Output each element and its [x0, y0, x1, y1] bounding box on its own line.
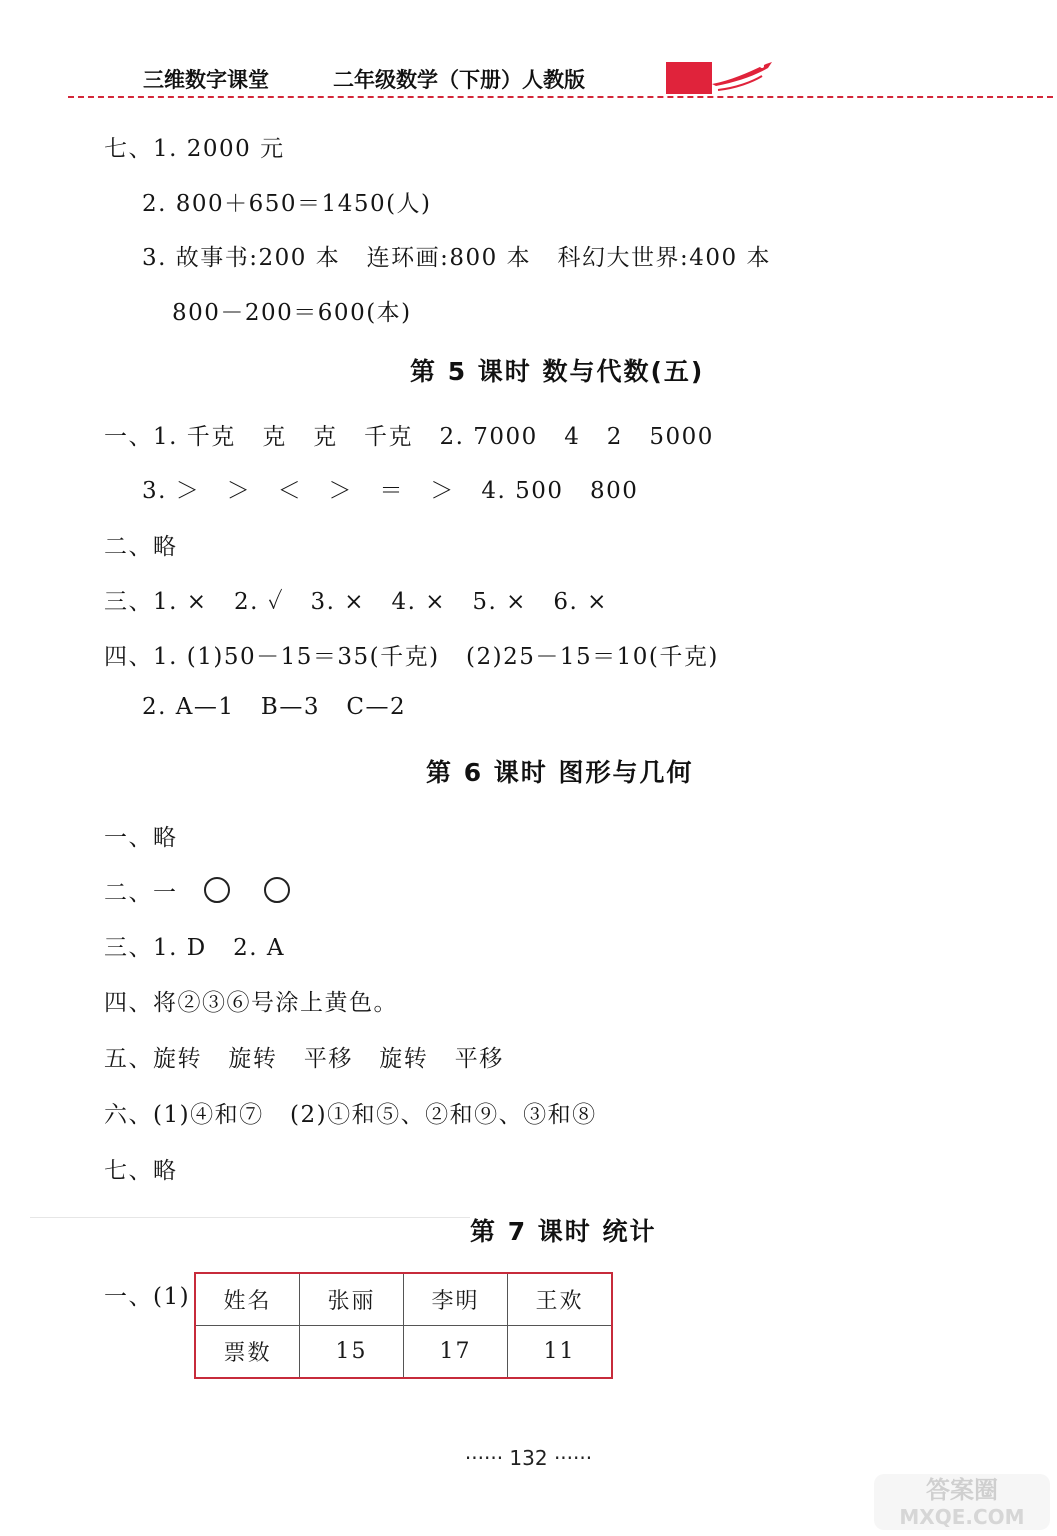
table-header-cell: 张丽 — [300, 1273, 404, 1326]
divider — [30, 1217, 470, 1218]
answer-line: 一、(1) — [104, 1284, 191, 1310]
answer-line: 四、1. (1)50－15＝35(千克) (2)25－15＝10(千克) — [104, 644, 719, 670]
watermark-logo-icon — [872, 1470, 1052, 1534]
answer-line: 三、1. × 2. ✓ 3. × 4. × 5. × 6. × — [104, 589, 608, 615]
answer-line: 800－200＝600(本) — [172, 300, 412, 326]
section-title-lesson-5: 第 5 课时 数与代数(五) — [410, 357, 705, 386]
answer-line: 七、略 — [104, 1158, 178, 1184]
answer-line: 一、1. 千克 克 克 千克 2. 7000 4 2 5000 — [104, 424, 714, 450]
header-divider — [68, 96, 1053, 98]
answer-text: 二、一 — [104, 880, 178, 906]
header-series: 三维数字课堂 — [143, 68, 269, 92]
page-number: ······ 132 ······ — [464, 1446, 593, 1470]
answer-line: 一、略 — [104, 825, 178, 851]
vote-table — [194, 1272, 613, 1379]
answer-line: 三、1. D 2. A — [104, 935, 285, 961]
answer-line: 3. 故事书:200 本 连环画:800 本 科幻大世界:400 本 — [142, 245, 772, 271]
table-header-cell: 李明 — [404, 1273, 508, 1326]
answer-line: 2. A—1 B—3 C—2 — [142, 694, 407, 720]
svg-text:答案圈: 答案圈 — [926, 1476, 998, 1504]
answer-line: 3. ＞ ＞ ＜ ＞ ＝ ＞ 4. 500 800 — [142, 478, 639, 504]
table-cell: 15 — [300, 1326, 404, 1379]
table-row — [195, 1273, 612, 1326]
rocket-logo-icon — [662, 58, 782, 100]
circle-symbol — [204, 877, 230, 903]
answer-line: 七、1. 2000 元 — [104, 136, 285, 162]
section-title-lesson-6: 第 6 课时 图形与几何 — [426, 758, 694, 787]
answer-line: 五、旋转 旋转 平移 旋转 平移 — [104, 1046, 504, 1072]
answer-line: 六、(1)④和⑦ (2)①和⑤、②和⑨、③和⑧ — [104, 1102, 597, 1128]
answer-line — [104, 874, 302, 907]
section-title-lesson-7: 第 7 课时 统计 — [470, 1217, 657, 1246]
circle-symbol — [264, 877, 290, 903]
table-cell: 11 — [508, 1326, 613, 1379]
table-cell: 票数 — [195, 1326, 300, 1379]
header-book-title: 二年级数学（下册）人教版 — [333, 68, 585, 92]
table-row — [195, 1326, 612, 1379]
answer-line: 二、略 — [104, 534, 178, 560]
table-cell: 17 — [404, 1326, 508, 1379]
svg-text:MXQE.COM: MXQE.COM — [899, 1505, 1025, 1529]
table-header-cell: 姓名 — [195, 1273, 300, 1326]
answer-line: 2. 800＋650＝1450(人) — [142, 191, 432, 217]
answer-line: 四、将②③⑥号涂上黄色。 — [104, 990, 398, 1016]
table-header-cell: 王欢 — [508, 1273, 613, 1326]
